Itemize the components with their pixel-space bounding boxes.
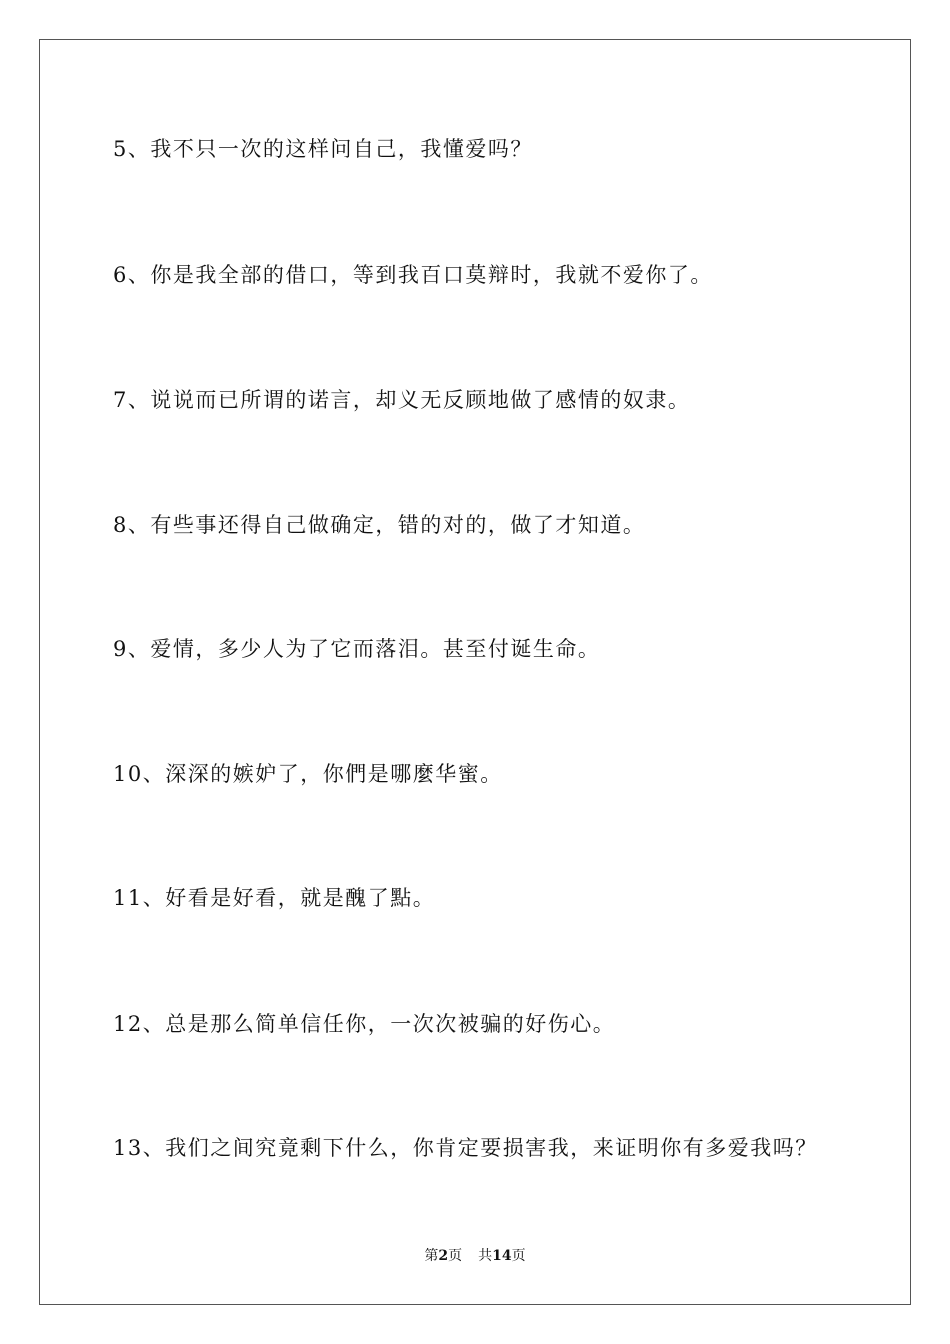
text-line-10: 10、深深的嫉妒了，你們是哪麼华蜜。 xyxy=(113,762,503,786)
page-footer xyxy=(0,1249,950,1263)
text-line-6: 6、你是我全部的借口，等到我百口莫辩时，我就不爱你了。 xyxy=(113,263,713,287)
footer-page-total: 14 xyxy=(492,1248,512,1264)
page-border xyxy=(39,39,911,1305)
text-line-5: 5、我不只一次的这样问自己，我懂爱吗？ xyxy=(113,137,533,161)
text-line-12: 12、总是那么简单信任你，一次次被骗的好伤心。 xyxy=(113,1012,616,1036)
footer-page-suffix: 页 xyxy=(448,1248,463,1264)
text-line-9: 9、爱情，多少人为了它而落泪。甚至付诞生命。 xyxy=(113,637,601,661)
text-line-7: 7、说说而已所谓的诺言，却义无反顾地做了感情的奴隶。 xyxy=(113,388,691,412)
footer-total-prefix: 共 xyxy=(478,1248,493,1264)
footer-total-suffix: 页 xyxy=(511,1248,526,1264)
text-line-8: 8、有些事还得自己做确定，错的对的，做了才知道。 xyxy=(113,513,646,537)
text-line-11: 11、好看是好看，就是醜了點。 xyxy=(113,886,436,910)
footer-page-prefix: 第 xyxy=(424,1248,439,1264)
text-line-13: 13、我们之间究竟剩下什么，你肯定要损害我，来证明你有多爱我吗？ xyxy=(113,1136,818,1160)
footer-page-current: 2 xyxy=(438,1248,449,1264)
